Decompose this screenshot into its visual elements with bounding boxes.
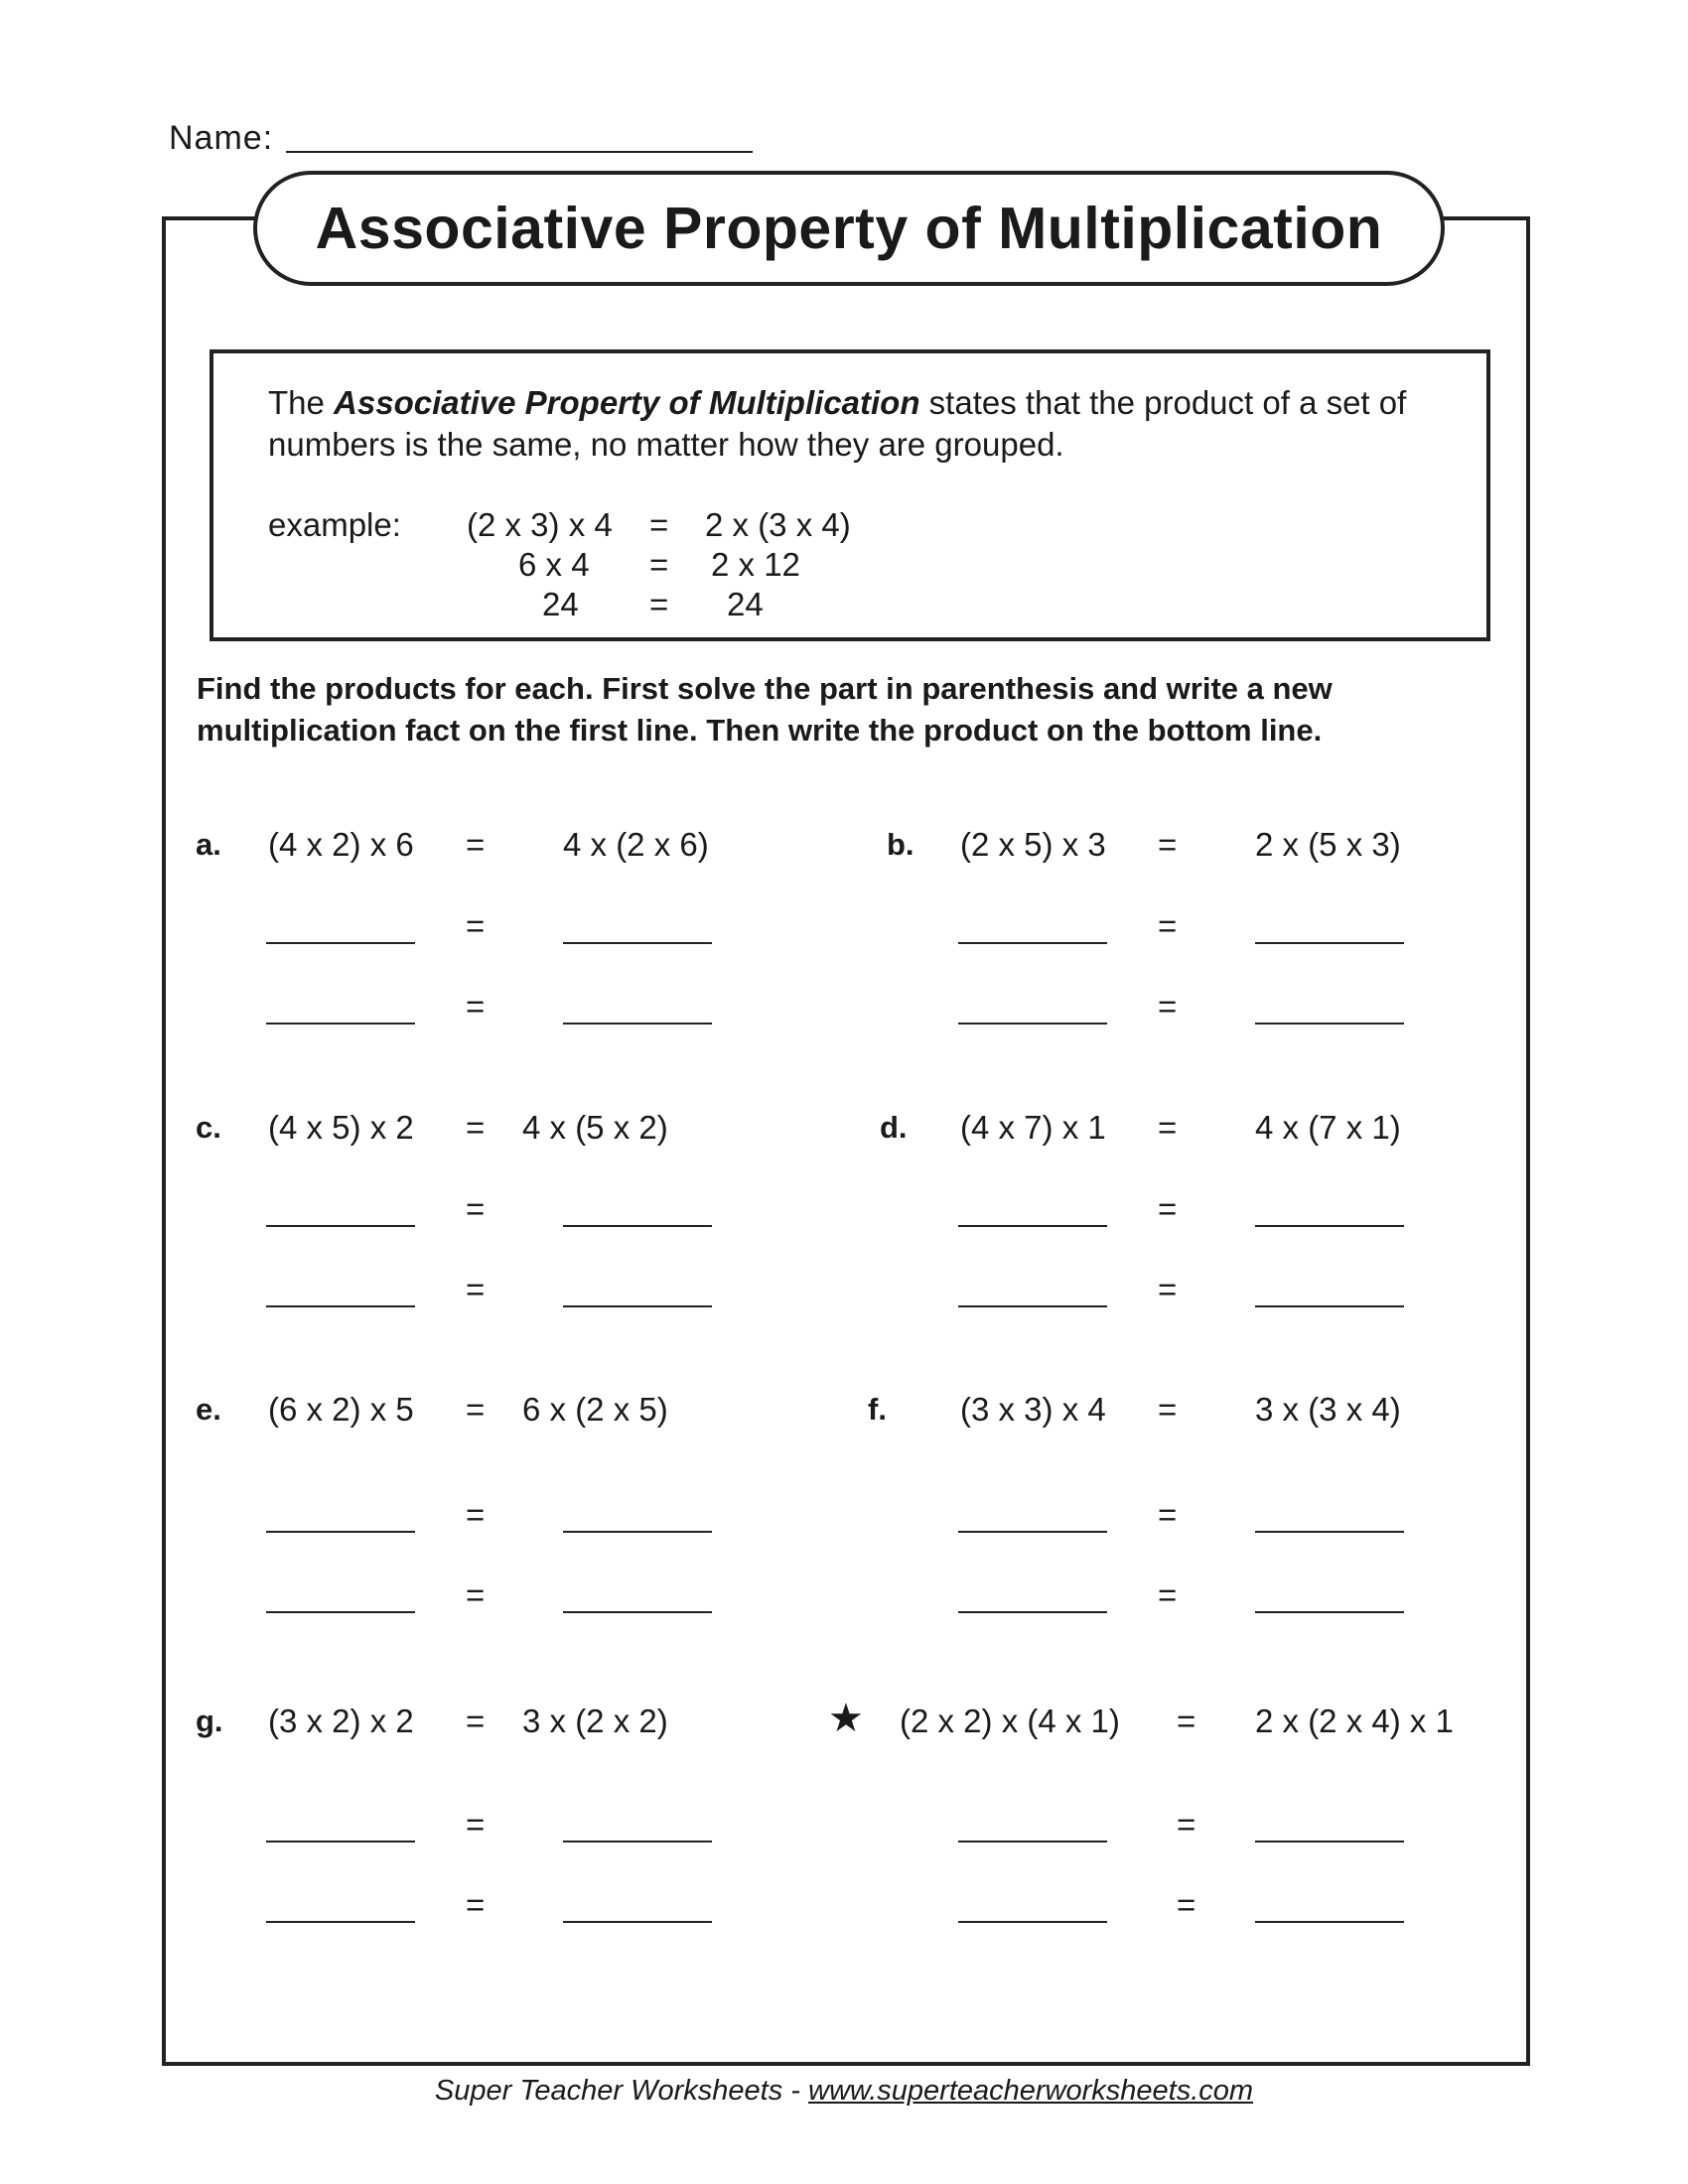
answer-blank[interactable] [958, 1023, 1107, 1024]
blank-equals: = [466, 1576, 486, 1613]
name-label: Name: [169, 119, 274, 157]
answer-blank[interactable] [958, 1305, 1107, 1307]
problem-equals: = [1158, 826, 1178, 863]
answer-blank[interactable] [958, 1841, 1107, 1843]
problem-label: e. [196, 1392, 221, 1427]
answer-blank[interactable] [1255, 1023, 1404, 1024]
problem-right-expression: 3 x (2 x 2) [522, 1703, 668, 1739]
blank-equals: = [1158, 1271, 1178, 1307]
problem-label: f. [868, 1392, 887, 1427]
problem-left-expression: (4 x 2) x 6 [268, 826, 414, 863]
footer-credit: Super Teacher Worksheets - [434, 2075, 808, 2107]
blank-equals: = [1177, 1806, 1196, 1843]
answer-blank[interactable] [563, 1305, 712, 1307]
footer-link[interactable]: www.superteacherworksheets.com [808, 2075, 1254, 2107]
example-left: 6 x 4 [518, 546, 590, 583]
problem-label: a. [196, 827, 221, 862]
answer-blank[interactable] [563, 1611, 712, 1613]
blank-equals: = [466, 1806, 486, 1843]
answer-blank[interactable] [958, 942, 1107, 944]
answer-blank[interactable] [1255, 942, 1404, 944]
example-right: 2 x (3 x 4) [705, 506, 851, 543]
example-right: 24 [727, 586, 764, 622]
problem-right-expression: 4 x (2 x 6) [563, 826, 709, 863]
problem-left-expression: (4 x 5) x 2 [268, 1109, 414, 1146]
answer-blank[interactable] [958, 1531, 1107, 1533]
problem-left-expression: (2 x 5) x 3 [960, 826, 1106, 863]
answer-blank[interactable] [1255, 1305, 1404, 1307]
answer-blank[interactable] [266, 1023, 415, 1024]
problem-right-expression: 2 x (5 x 3) [1255, 826, 1401, 863]
problem-label: d. [880, 1110, 908, 1145]
problem-equals: = [1177, 1703, 1196, 1739]
problem-equals: = [466, 1391, 486, 1428]
problem-left-expression: (3 x 2) x 2 [268, 1703, 414, 1739]
example-equals: = [649, 506, 669, 543]
blank-equals: = [1177, 1886, 1196, 1923]
answer-blank[interactable] [563, 1841, 712, 1843]
problem-equals: = [1158, 1391, 1178, 1428]
example-right: 2 x 12 [711, 546, 800, 583]
answer-blank[interactable] [266, 1225, 415, 1227]
name-field[interactable] [286, 151, 753, 153]
blank-equals: = [466, 1886, 486, 1923]
problem-right-expression: 2 x (2 x 4) x 1 [1255, 1703, 1454, 1739]
problem-label: b. [887, 827, 914, 862]
blank-equals: = [1158, 1190, 1178, 1227]
example-label: example: [268, 506, 401, 543]
answer-blank[interactable] [563, 942, 712, 944]
blank-equals: = [466, 1271, 486, 1307]
problem-left-expression: (3 x 3) x 4 [960, 1391, 1106, 1428]
problem-right-expression: 6 x (2 x 5) [522, 1391, 668, 1428]
blank-equals: = [466, 988, 486, 1024]
problem-right-expression: 3 x (3 x 4) [1255, 1391, 1401, 1428]
problem-equals: = [1158, 1109, 1178, 1146]
star-icon: ★ [828, 1697, 864, 1740]
answer-blank[interactable] [1255, 1841, 1404, 1843]
example-left: 24 [542, 586, 579, 622]
blank-equals: = [1158, 1496, 1178, 1533]
blank-equals: = [466, 907, 486, 944]
problem-equals: = [466, 1703, 486, 1739]
blank-equals: = [466, 1190, 486, 1227]
answer-blank[interactable] [958, 1921, 1107, 1923]
blank-equals: = [1158, 988, 1178, 1024]
answer-blank[interactable] [266, 1841, 415, 1843]
page-title: Associative Property of Multiplication [253, 171, 1445, 286]
example-equals: = [649, 546, 669, 583]
example-left: (2 x 3) x 4 [467, 506, 613, 543]
answer-blank[interactable] [563, 1531, 712, 1533]
problem-left-expression: (2 x 2) x (4 x 1) [900, 1703, 1120, 1739]
answer-blank[interactable] [958, 1611, 1107, 1613]
answer-blank[interactable] [563, 1921, 712, 1923]
blank-equals: = [466, 1496, 486, 1533]
answer-blank[interactable] [1255, 1531, 1404, 1533]
footer [0, 2075, 1688, 2108]
definition-term: Associative Property of Multiplication [334, 384, 920, 421]
answer-blank[interactable] [266, 1921, 415, 1923]
answer-blank[interactable] [266, 942, 415, 944]
answer-blank[interactable] [266, 1305, 415, 1307]
problem-label: g. [196, 1704, 223, 1738]
problem-left-expression: (6 x 2) x 5 [268, 1391, 414, 1428]
problem-right-expression: 4 x (5 x 2) [522, 1109, 668, 1146]
example-equals: = [649, 586, 669, 622]
answer-blank[interactable] [1255, 1611, 1404, 1613]
answer-blank[interactable] [563, 1225, 712, 1227]
problem-right-expression: 4 x (7 x 1) [1255, 1109, 1401, 1146]
answer-blank[interactable] [1255, 1225, 1404, 1227]
answer-blank[interactable] [266, 1611, 415, 1613]
definition-text: The Associative Property of Multiplication states that the product of a set of numbers is the same, no matter how they are grouped. [268, 384, 1407, 463]
answer-blank[interactable] [266, 1531, 415, 1533]
instructions: Find the products for each. First solve the part in parenthesis and write a new multiplication fact on the first line. Then write the product on the bottom line. [197, 671, 1333, 748]
blank-equals: = [1158, 907, 1178, 944]
answer-blank[interactable] [1255, 1921, 1404, 1923]
blank-equals: = [1158, 1576, 1178, 1613]
answer-blank[interactable] [958, 1225, 1107, 1227]
problem-equals: = [466, 826, 486, 863]
problem-left-expression: (4 x 7) x 1 [960, 1109, 1106, 1146]
problem-label: c. [196, 1110, 221, 1145]
answer-blank[interactable] [563, 1023, 712, 1024]
problem-equals: = [466, 1109, 486, 1146]
